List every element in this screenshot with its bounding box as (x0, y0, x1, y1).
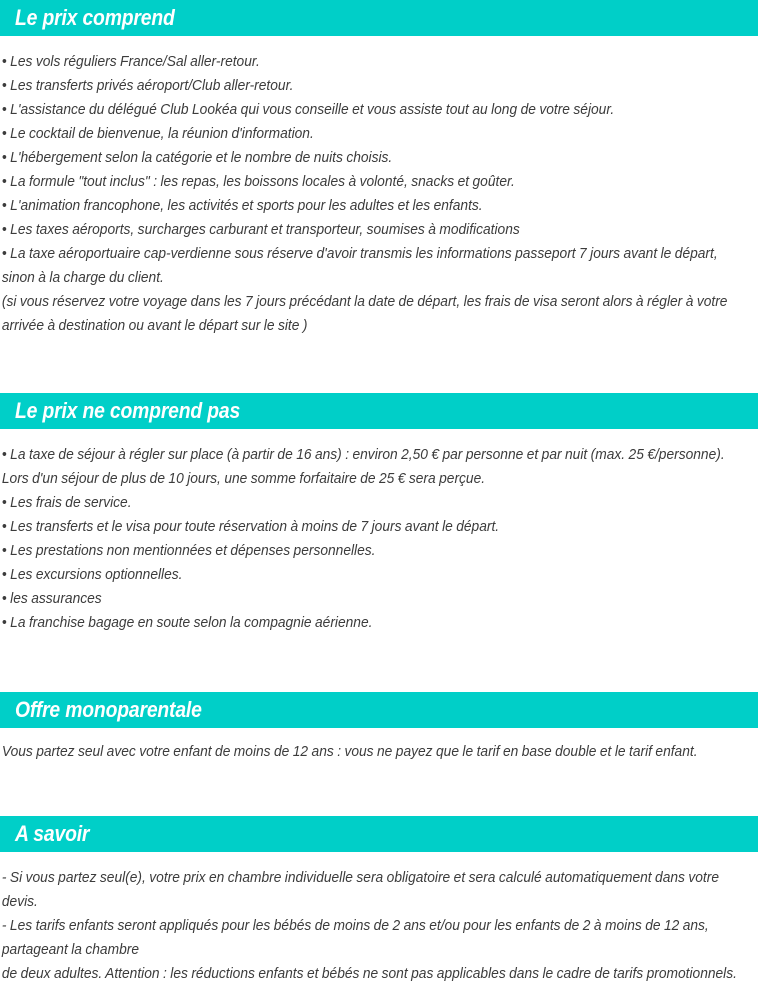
note-item: de deux adultes. Attention : les réductions enfants et bébés ne sont pas applicables dans le cadre de tarifs promotionnels. (1, 966, 737, 982)
list-item: • les assurances (0, 587, 756, 611)
section-body-le-prix-comprend (0, 50, 758, 338)
list-item: • Les transferts privés aéroport/Club aller-retour. (0, 74, 756, 98)
section-title: Le prix ne comprend pas (15, 398, 241, 423)
list-item: • Le cocktail de bienvenue, la réunion d'information. (0, 122, 756, 146)
note-item: - Si vous partez seul(e), votre prix en chambre individuelle sera obligatoire et sera calculé automatiquement dans votre devis. (1, 870, 720, 910)
list-item: • Les frais de service. (0, 491, 756, 515)
spacer (0, 429, 758, 443)
spacer (0, 338, 758, 393)
list-item: • L'animation francophone, les activités et sports pour les adultes et les enfants. (0, 194, 756, 218)
section-title: Le prix comprend (15, 5, 175, 30)
spacer (0, 36, 758, 50)
list-item: • La franchise bagage en soute selon la compagnie aérienne. (0, 611, 756, 635)
list-item: • Les excursions optionnelles. (0, 563, 756, 587)
list-item: • Les taxes aéroports, surcharges carburant et transporteur, soumises à modifications (0, 218, 756, 242)
spacer (0, 852, 758, 866)
spacer (0, 728, 758, 740)
section-title: A savoir (15, 821, 90, 846)
section-header-le-prix-ne-comprend-pas (0, 393, 758, 429)
paragraph: Vous partez seul avec votre enfant de moins de 12 ans : vous ne payez que le tarif en base double et le tarif enfant. (1, 744, 698, 760)
section-header-le-prix-comprend (0, 0, 758, 36)
section-title: Offre monoparentale (15, 697, 202, 722)
spacer (0, 635, 758, 692)
list-item: • Les vols réguliers France/Sal aller-retour. (0, 50, 756, 74)
list-item: • La taxe de séjour à régler sur place (à partir de 16 ans) : environ 2,50 € par personne et par nuit (max. 25 €/personne). Lors d'un séjour de plus de 10 jours, une somme forfaitaire de 25 € sera perçue. (0, 443, 756, 491)
note-item: - Les tarifs enfants seront appliqués pour les bébés de moins de 2 ans et/ou pour les enfants de 2 à moins de 12 ans, partageant la chambre (1, 918, 709, 958)
list-item: • La formule "tout inclus" : les repas, les boissons locales à volonté, snacks et goûter. (0, 170, 756, 194)
section-body-le-prix-ne-comprend-pas (0, 443, 758, 635)
list-item: • Les transferts et le visa pour toute réservation à moins de 7 jours avant le départ. (0, 515, 756, 539)
section-header-offre-monoparentale (0, 692, 758, 728)
list-item: • L'assistance du délégué Club Lookéa qui vous conseille et vous assiste tout au long de votre séjour. (0, 98, 756, 122)
list-item: • Les prestations non mentionnées et dépenses personnelles. (0, 539, 756, 563)
section-body-a-savoir (0, 866, 758, 986)
list-item: • L'hébergement selon la catégorie et le nombre de nuits choisis. (0, 146, 756, 170)
list-item: • La taxe aéroportuaire cap-verdienne sous réserve d'avoir transmis les informations passeport 7 jours avant le départ, sinon à la charge du client. (0, 242, 756, 290)
section-header-a-savoir (0, 816, 758, 852)
section-body-offre-monoparentale (0, 740, 758, 764)
spacer (0, 764, 758, 816)
note-visa: (si vous réservez votre voyage dans les 7 jours précédant la date de départ, les frais de visa seront alors à régler à votre arrivée à destination ou avant le départ sur le site ) (1, 294, 728, 334)
